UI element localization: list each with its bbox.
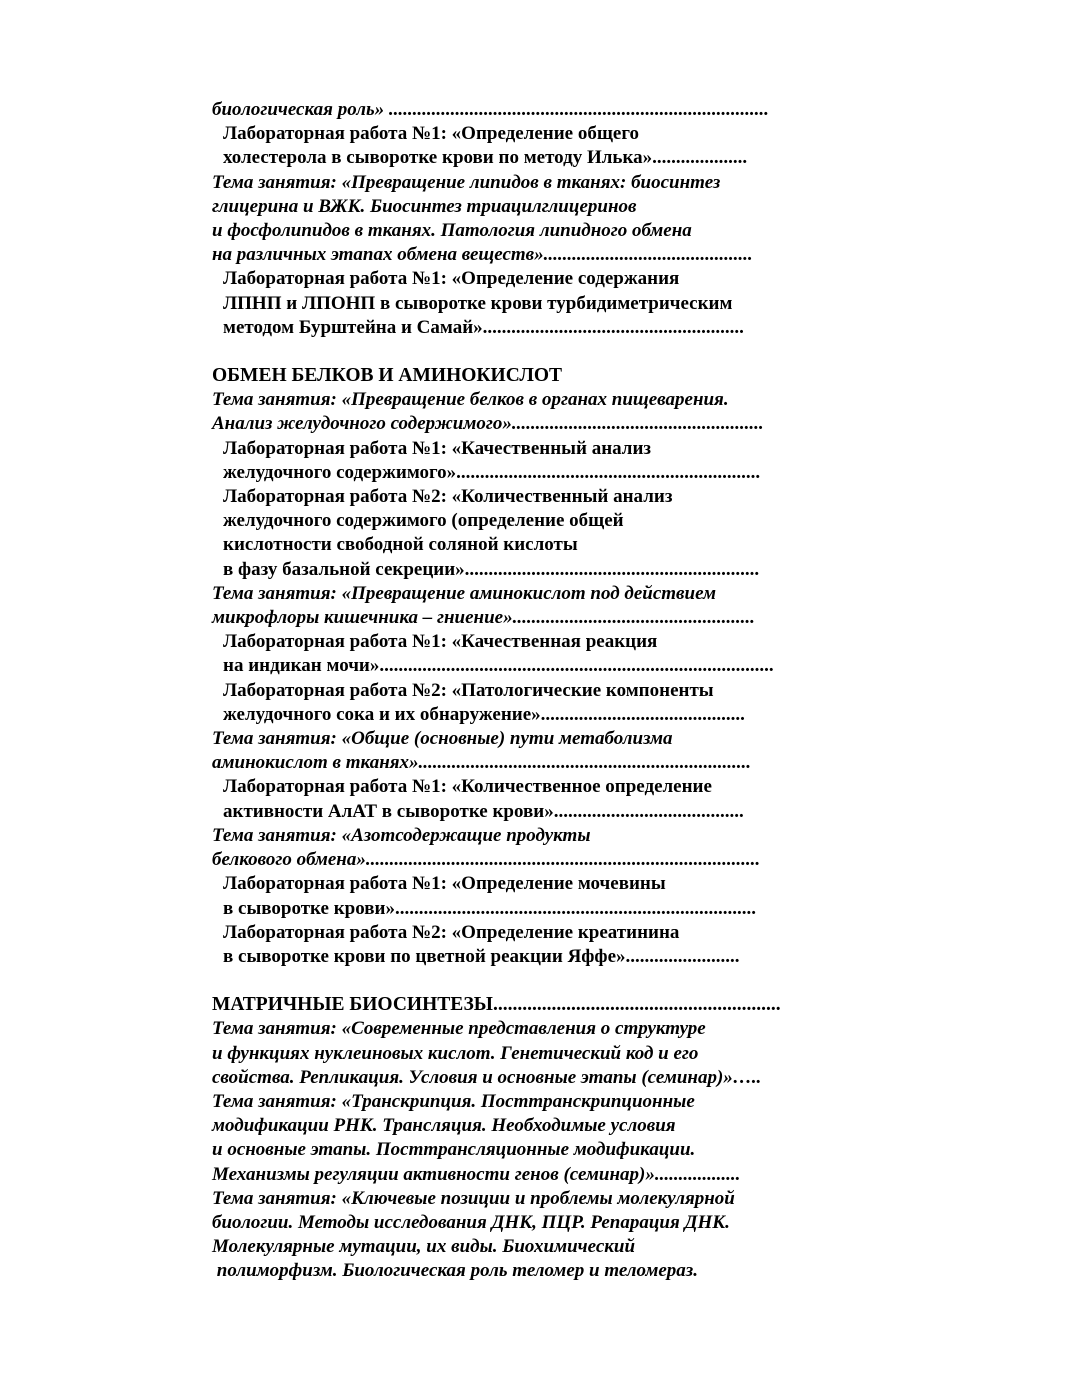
topic-line: Тема занятия: «Превращение аминокислот под действием: [212, 582, 717, 604]
topic-line: и фосфолипидов в тканях. Патология липидного обмена: [212, 220, 692, 242]
topic-line: на различных этапах обмена веществ»............................................: [212, 244, 753, 266]
section-spacer: [212, 969, 852, 993]
lab-work-entry: [212, 775, 852, 823]
topic-line: Тема занятия: «Превращение липидов в тканях: биосинтез: [212, 171, 721, 193]
topic-entry: [212, 98, 852, 122]
lab-work-entry: [212, 872, 852, 920]
topic-line: Тема занятия: «Ключевые позиции и проблемы молекулярной: [212, 1187, 735, 1209]
topic-line: Тема занятия: «Транскрипция. Посттранскрипционные: [212, 1090, 695, 1112]
topic-entry: [212, 388, 852, 436]
lab-line: Лабораторная работа №2: «Патологические компоненты: [223, 679, 714, 701]
topic-line: Тема занятия: «Современные представления о структуре: [212, 1018, 706, 1040]
topic-entry: [212, 727, 852, 775]
lab-line: Лабораторная работа №1: «Качественный анализ: [223, 437, 652, 459]
lab-line: Лабораторная работа №1: «Количественное определение: [223, 776, 712, 798]
lab-line: в фазу базальной секреции»..............................................................: [223, 558, 760, 580]
topic-line: и основные этапы. Посттрансляционные модификации.: [212, 1139, 696, 1161]
lab-work-entry: [212, 921, 852, 969]
lab-line: активности АлАТ в сыворотке крови»........................................: [223, 800, 744, 822]
topic-entry: [212, 171, 852, 268]
lab-work-entry: [212, 267, 852, 340]
topic-line: Тема занятия: «Азотсодержащие продукты: [212, 824, 591, 846]
topic-line: полиморфизм. Биологическая роль теломер и теломераз.: [212, 1260, 698, 1282]
lab-line: желудочного сока и их обнаружение»...........................................: [223, 703, 745, 725]
topic-line: Тема занятия: «Превращение белков в органах пищеварения.: [212, 389, 729, 411]
topic-line: белкового обмена»...................................................................................: [212, 849, 761, 871]
lab-line: в сыворотке крови по цветной реакции Яффе»........................: [223, 945, 740, 967]
topic-line: биологии. Методы исследования ДНК, ПЦР. Репарация ДНК.: [212, 1211, 730, 1233]
lab-line: ЛПНП и ЛПОНП в сыворотке крови турбидиметрическим: [223, 292, 733, 314]
lab-work-entry: [212, 122, 852, 170]
topic-entry: [212, 1017, 852, 1090]
topic-line: и функциях нуклеиновых кислот. Генетический код и его: [212, 1042, 699, 1064]
lab-line: на индикан мочи»...................................................................................: [223, 655, 774, 677]
lab-line: в сыворотке крови»............................................................................: [223, 897, 756, 919]
table-of-contents: [212, 98, 852, 1284]
lab-work-entry: [212, 437, 852, 485]
topic-line: Анализ желудочного содержимого».....................................................: [212, 413, 764, 435]
lab-line: желудочного содержимого (определение общей: [223, 510, 624, 532]
section-line: МАТРИЧНЫЕ БИОСИНТЕЗЫ...........................................................: [212, 994, 781, 1016]
lab-work-entry: [212, 679, 852, 727]
lab-line: Лабораторная работа №1: «Качественная реакция: [223, 631, 658, 653]
section-spacer: [212, 340, 852, 364]
topic-line: модификации РНК. Трансляция. Необходимые условия: [212, 1115, 676, 1137]
topic-line: Молекулярные мутации, их виды. Биохимический: [212, 1236, 636, 1258]
section-line: ОБМЕН БЕЛКОВ И АМИНОКИСЛОТ: [212, 365, 563, 387]
topic-line: свойства. Репликация. Условия и основные этапы (семинар)»…..: [212, 1066, 762, 1088]
topic-line: аминокислот в тканях»......................................................................: [212, 752, 752, 774]
lab-line: кислотности свободной соляной кислоты: [223, 534, 578, 556]
lab-work-entry: [212, 630, 852, 678]
lab-line: Лабораторная работа №2: «Количественный анализ: [223, 486, 673, 508]
lab-line: Лабораторная работа №2: «Определение креатинина: [223, 921, 680, 943]
topic-line: Механизмы регуляции активности генов (семинар)»..................: [212, 1163, 741, 1185]
section-heading: [212, 364, 852, 388]
topic-entry: [212, 582, 852, 630]
lab-line: Лабораторная работа №1: «Определение мочевины: [223, 873, 666, 895]
section-heading: [212, 993, 852, 1017]
topic-line: биологическая роль» ................................................................................: [212, 99, 769, 120]
lab-line: желудочного содержимого»................................................................: [223, 461, 761, 483]
lab-line: Лабораторная работа №1: «Определение содержания: [223, 268, 680, 290]
topic-line: глицерина и ВЖК. Биосинтез триацилглицеринов: [212, 195, 637, 217]
lab-line: холестерола в сыворотке крови по методу Илька»....................: [223, 147, 748, 169]
lab-line: методом Бурштейна и Самай».......................................................: [223, 316, 744, 338]
topic-line: микрофлоры кишечника – гниение»...................................................: [212, 607, 755, 629]
topic-entry: [212, 824, 852, 872]
lab-line: Лабораторная работа №1: «Определение общего: [223, 123, 639, 145]
topic-entry: [212, 1090, 852, 1187]
lab-work-entry: [212, 485, 852, 582]
topic-line: Тема занятия: «Общие (основные) пути метаболизма: [212, 728, 673, 750]
topic-entry: [212, 1187, 852, 1284]
